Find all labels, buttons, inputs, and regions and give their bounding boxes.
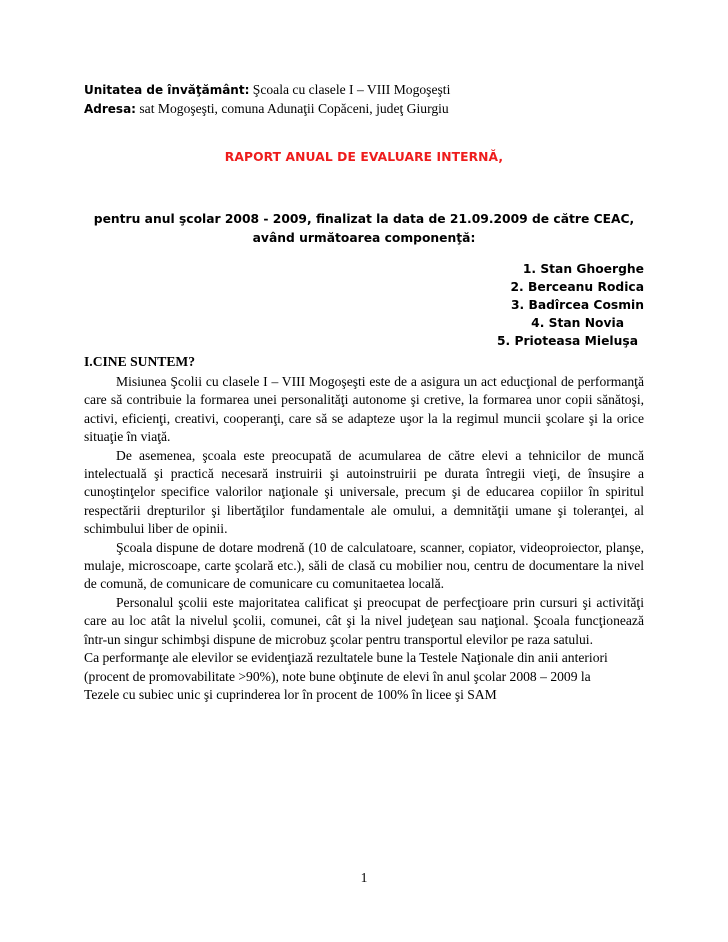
- report-title: RAPORT ANUAL DE EVALUARE INTERNĂ,: [224, 150, 504, 164]
- committee-member: 2. Berceanu Rodica: [510, 280, 644, 294]
- closing-line: (procent de promovabilitate >90%), note bune obţinute de elevi în anul şcolar 2008 – 2009 la: [84, 668, 591, 684]
- page-number: 1: [360, 870, 368, 885]
- address-value: sat Mogoşeşti, comuna Adunaţii Copăceni, judeţ Giurgiu: [135, 101, 449, 116]
- committee-member: 3. Badîrcea Cosmin: [510, 298, 644, 312]
- unit-line: [84, 80, 664, 100]
- paragraph: Personalul şcolii este majoritatea calificat şi preocupat de perfecţioare prin cursuri şi activităţi care au loc atât la nivelul şcolii, comunei, cât şi la nivel judeţean sau naţional. Şcoala funcţionează într-un singur schimbşi dispune de microbuz şcolar pentru transportul elevilor pe raza satului.: [84, 594, 644, 647]
- closing-line: Ca performanţe ale elevilor se evidenţiază rezultatele bune la Testele Naţionale din anii anteriori: [84, 650, 608, 666]
- committee-member: 4. Stan Novia: [531, 316, 624, 330]
- committee-members: [497, 260, 644, 350]
- committee-member: 5. Prioteasa Mieluşa: [496, 334, 638, 348]
- address-line: [84, 99, 664, 119]
- paragraph: Misiunea Şcolii cu clasele I – VIII Mogoşeşti este de a asigura un act educţional de performanţă care să contribuie la formarea unei personalităţi autonome şi cretive, la formarea unor copii sănătoşi, activi, eficienţi, creativi, cooperanţi, care să se adapteze uşor la la regimul muncii şcolare şi la orice situaţie în viaţă.: [84, 374, 644, 445]
- address-label: Adresa:: [84, 102, 136, 116]
- unit-label: Unitatea de învăţământ:: [84, 83, 250, 97]
- committee-member: 1. Stan Ghoerghe: [522, 262, 644, 276]
- report-intro-line-1: pentru anul şcolar 2008 - 2009, finalizat la data de 21.09.2009 de către CEAC,: [93, 212, 635, 226]
- closing-line: Tezele cu subiec unic şi cuprinderea lor în procent de 100% în licee şi SAM: [84, 686, 497, 702]
- paragraph: De asemenea, şcoala este preocupată de acumularea de către elevi a tehnicilor de muncă intelectuală şi practică necesară instruirii şi autoinstruirii pe durata întregii vieţi, de însuşire a cunoştinţelor specifice valorilor naţionale şi universale, precum şi de educarea copiilor în spiritul respectării drepturilor şi libertăţilor fundamentale ale omului, a demnităţii umane şi toleranţei, al schimbului liber de opinii.: [84, 447, 644, 537]
- body-text: [84, 373, 644, 704]
- unit-value: Şcoala cu clasele I – VIII Mogoşeşti: [249, 82, 451, 97]
- paragraph: Şcoala dispune de dotare modrenă (10 de calculatoare, scanner, copiator, videoproiector, planşe, mulaje, microscoape, carte şcolară etc.), săli de clasă cu mobilier nou, centru de documentare la nivel de comună, de comunicare de comunicare cu comunitaetea locală.: [84, 539, 644, 592]
- report-intro-line-2: având următoarea componenţă:: [252, 231, 476, 245]
- section-title: I.CINE SUNTEM?: [84, 354, 196, 369]
